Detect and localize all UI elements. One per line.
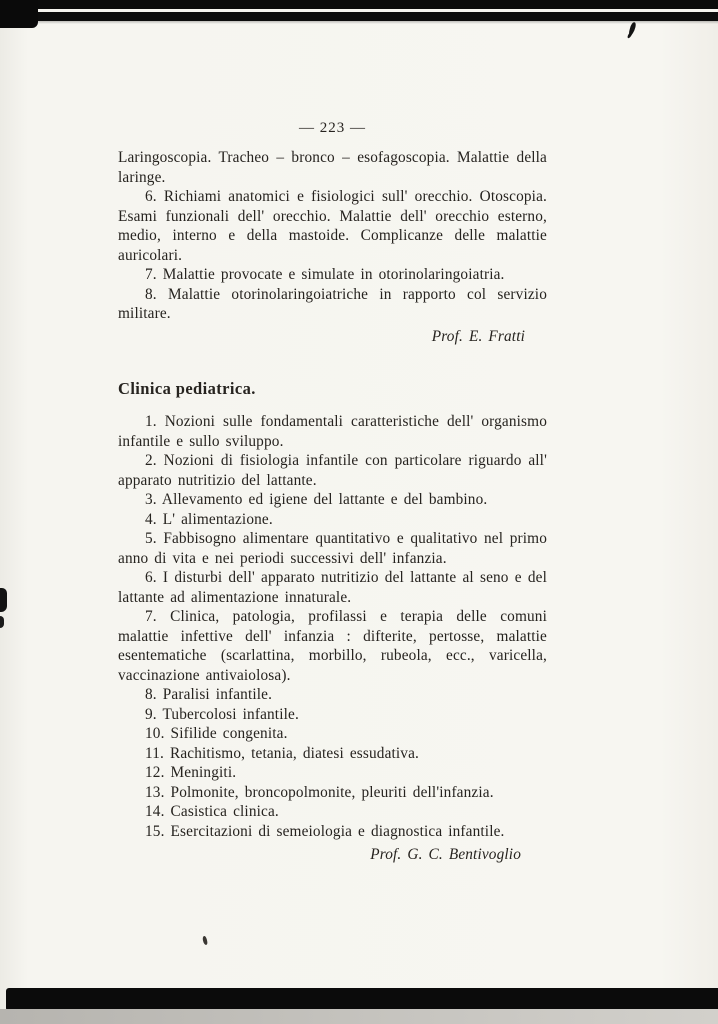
pediatrica-item-13: 13. Polmonite, broncopolmonite, pleuriti dell'infanzia. [145, 783, 494, 801]
scan-artifact-bottom-gray [0, 1009, 718, 1024]
signature-prof-bentivoglio: Prof. G. C. Bentivoglio [370, 846, 521, 863]
pediatrica-item-10: 10. Sifilide congenita. [145, 725, 288, 742]
page-number: — 223 — [299, 120, 366, 136]
pediatrica-item-5: 5. Fabbisogno alimentare quantitativo e qualitativo nel primo anno di vita e nei periodi successivi dell' infanzia. [118, 530, 547, 567]
pediatrica-item-9: 9. Tubercolosi infantile. [145, 705, 299, 723]
scan-artifact-top-left-corner [0, 0, 38, 28]
scan-artifact-bottom-edge [6, 988, 718, 1010]
pediatrica-item-6: 6. I disturbi dell' apparato nutritizio del lattante al seno e del lattante ad alimentazione innaturale. [118, 569, 547, 606]
pediatrica-item-2: 2. Nozioni di fisiologia infantile con particolare riguardo all' apparato nutritizio del lattante. [118, 452, 547, 489]
ink-mark-left-edge-small [0, 616, 4, 628]
pediatrica-item-14: 14. Casistica clinica. [145, 803, 279, 820]
otorino-item-6: 6. Richiami anatomici e fisiologici sull' orecchio. Otoscopia. Esami funzionali dell' orecchio. Malattie dell' orecchio esterno, medio, interno e della mastoide. Complicanze delle malattie auricolari. [118, 188, 547, 264]
section-heading-clinica-pediatrica: Clinica pediatrica. [118, 379, 256, 398]
ink-mark-left-edge [0, 588, 7, 612]
pediatrica-item-11: 11. Rachitismo, tetania, diatesi essudativa. [145, 744, 420, 762]
signature-prof-fratti: Prof. E. Fratti [431, 327, 525, 345]
otorino-item-8: 8. Malattie otorinolaringoiatriche in rapporto col servizio militare. [118, 285, 547, 322]
pediatrica-item-7: 7. Clinica, patologia, profilassi e terapia delle comuni malattie infettive dell' infanzia : difterite, pertosse, malattie esentematiche (scarlattina, morbillo, rubeola, ecc., varicella, vaccinazione antivaiolosa). [118, 608, 547, 684]
otorino-item-7: 7. Malattie provocate e simulate in otorinolaringoiatria. [145, 266, 505, 283]
pediatrica-item-1: 1. Nozioni sulle fondamentali caratteristiche dell' organismo infantile e sullo sviluppo. [118, 413, 547, 450]
pediatrica-item-15: 15. Esercitazioni di semeiologia e diagnostica infantile. [145, 822, 505, 840]
pediatrica-item-3: 3. Allevamento ed igiene del lattante e del bambino. [145, 491, 488, 508]
pediatrica-item-12: 12. Meningiti. [145, 764, 237, 781]
paragraph-laringoscopia: Laringoscopia. Tracheo – bronco – esofagoscopia. Malattie della laringe. [118, 149, 547, 186]
pediatrica-item-4: 4. L' alimentazione. [145, 510, 273, 528]
pediatrica-item-8: 8. Paralisi infantile. [145, 686, 273, 703]
scan-artifact-top-edge [0, 0, 718, 24]
ink-speck-bottom [202, 936, 208, 946]
text-block [118, 118, 547, 865]
